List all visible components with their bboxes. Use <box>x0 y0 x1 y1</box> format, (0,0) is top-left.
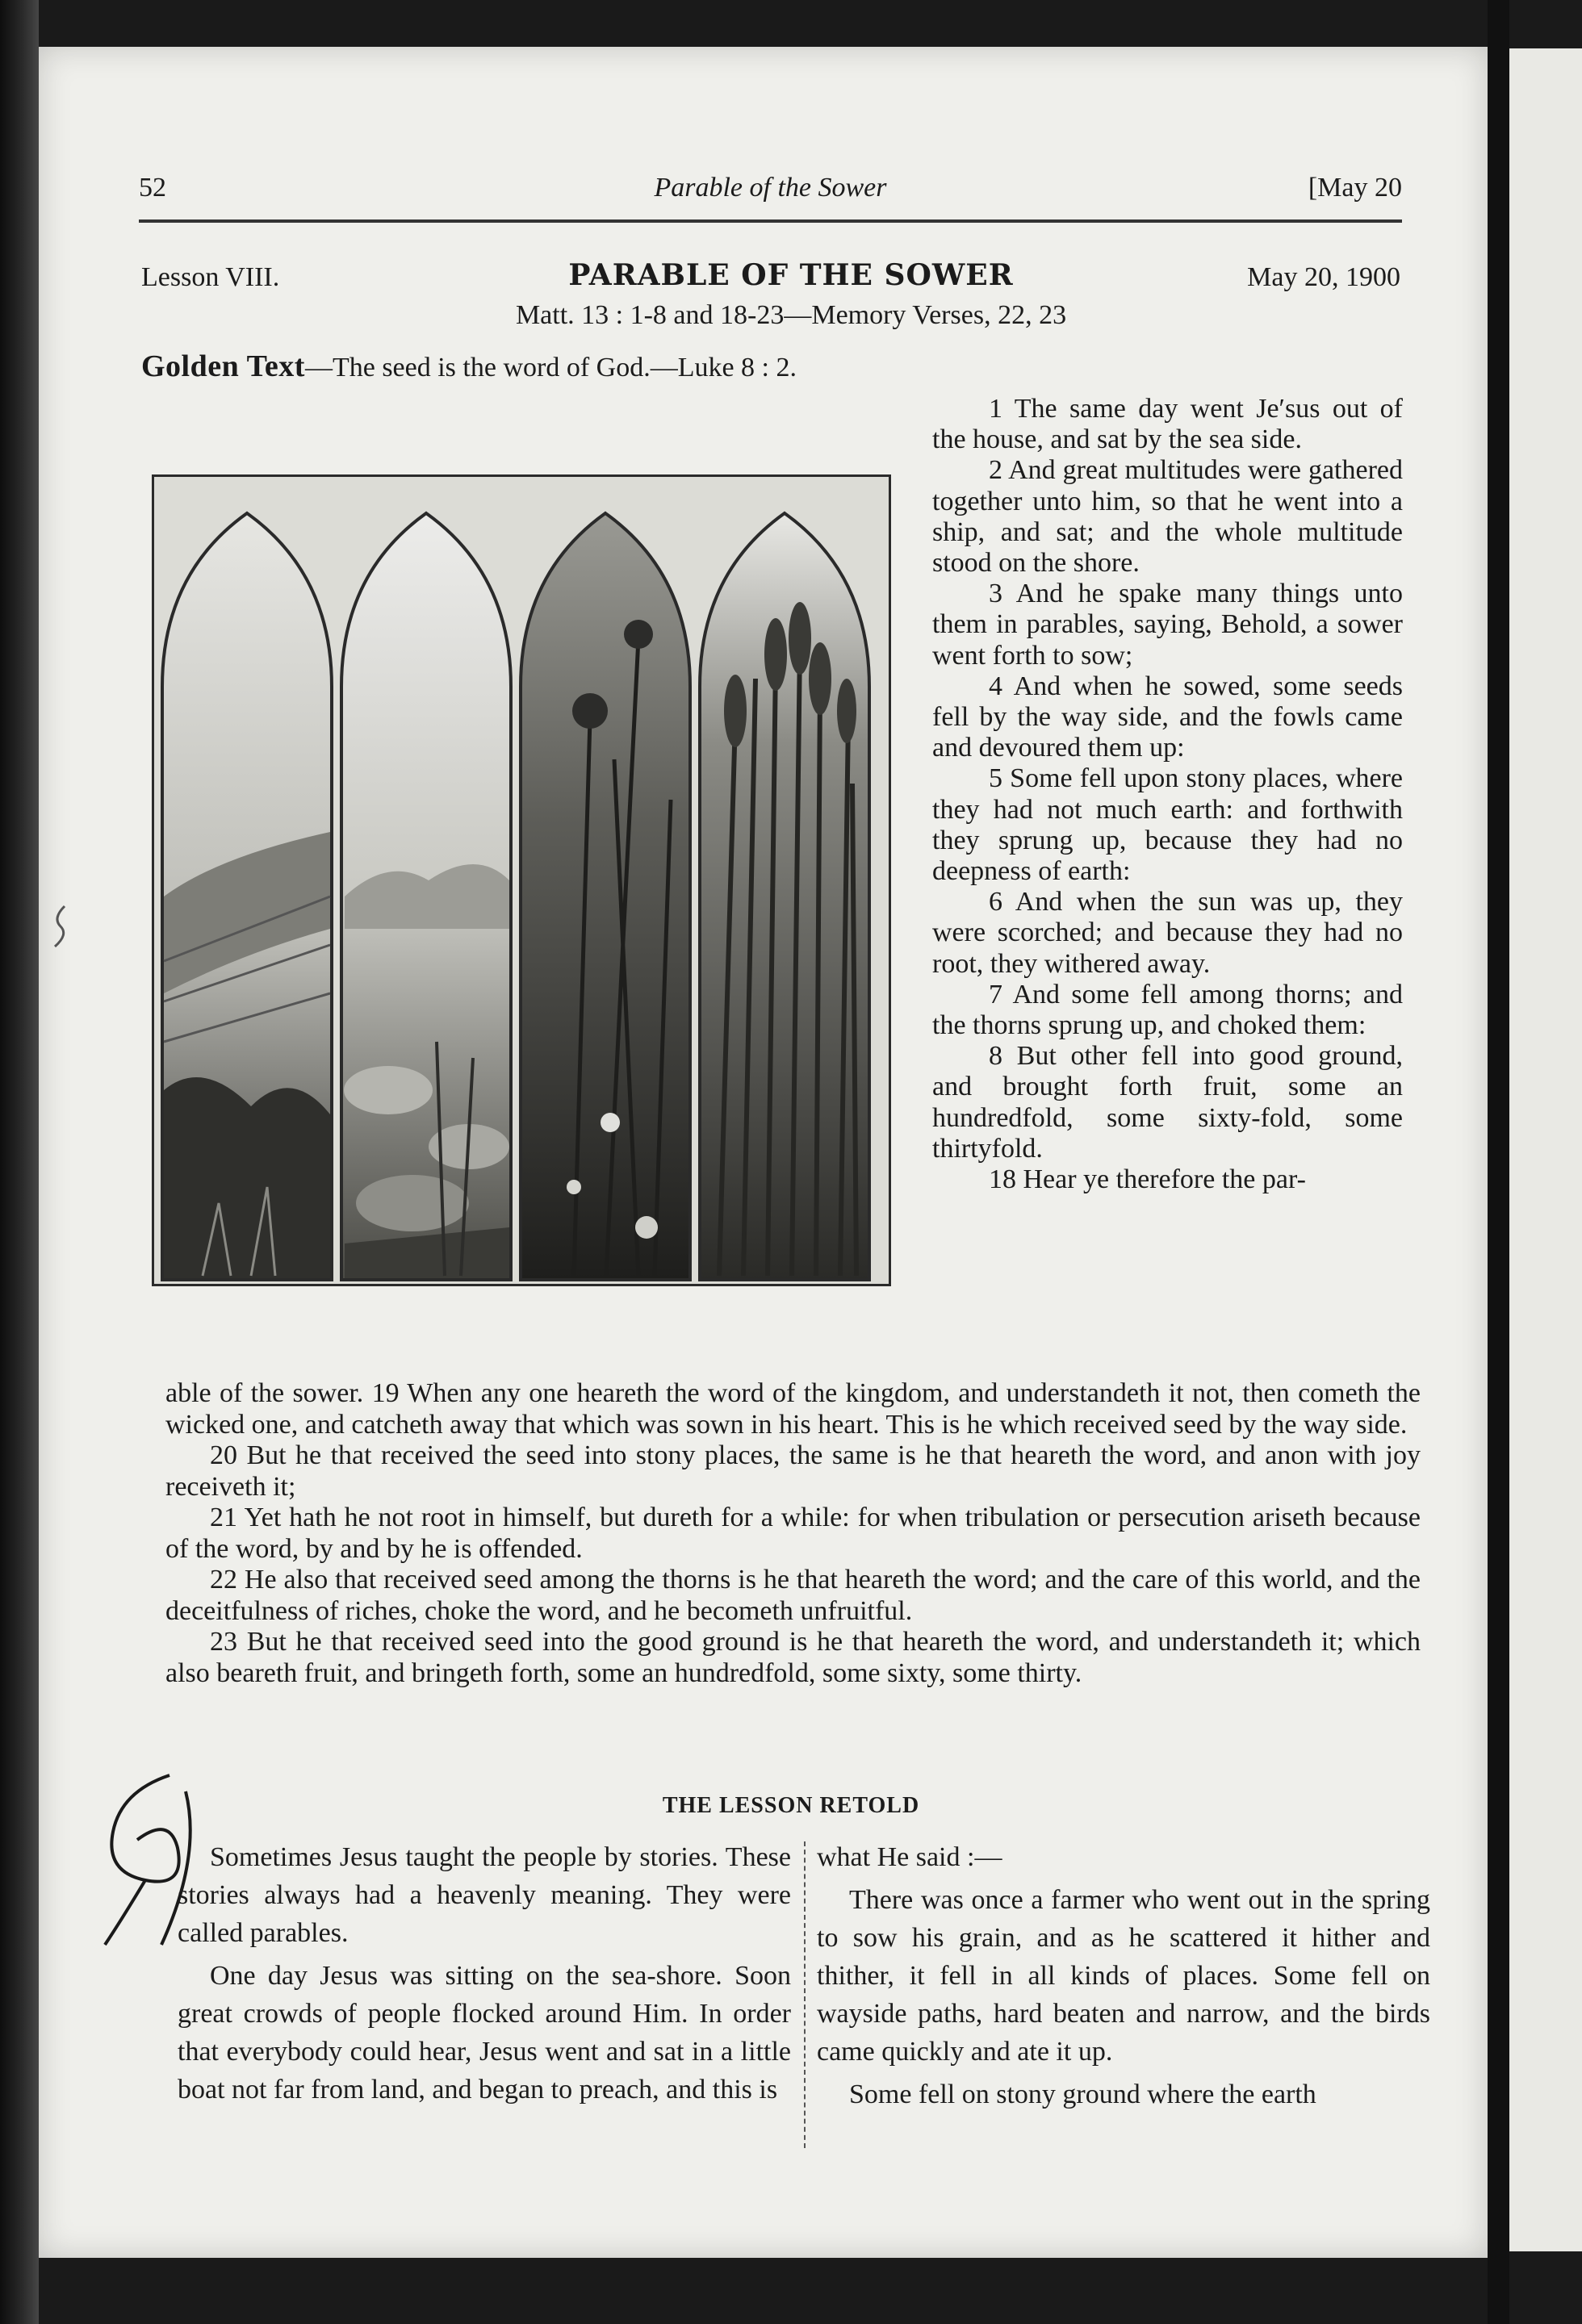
verse-23: 23 But he that received seed into the good ground is he that heareth the word, and understandeth it; which also beareth fruit, and bringeth forth, some an hundredfold, some sixty, some thirty. <box>165 1627 1421 1688</box>
golden-text <box>141 349 797 384</box>
lesson-title: PARABLE OF THE SOWER <box>568 258 1014 292</box>
facing-page-edge <box>1509 48 1582 2251</box>
panel-stony <box>341 513 511 1280</box>
verse-1: 1 The same day went Je′sus out of the house, and sat by the sea side. <box>932 394 1403 455</box>
verse-8: 8 But other fell into good ground, and brought forth fruit, some an hundredfold, some sixty-fold, some thirtyfold. <box>932 1041 1403 1164</box>
verse-19: able of the sower. 19 When any one heareth the word of the kingdom, and understandeth it not, then cometh the wicked one, and catcheth away that which was sown in his heart. This is he which received seed by the way side. <box>165 1378 1421 1440</box>
retold-paragraph: One day Jesus was sitting on the sea-shore. Soon great crowds of people flocked around Him. In order that everybody could hear, Jesus went and sat in a little boat not far from land, and began to preach, and this is <box>178 1961 791 2105</box>
verse-2: 2 And great multitudes were gathered together unto him, so that he went into a ship, and sat; and the whole multitude stood on the shore. <box>932 455 1403 579</box>
panel-good-ground <box>700 513 869 1280</box>
verse-5: 5 Some fell upon stony places, where they had not much earth: and forthwith they sprung up, because they had no deepness of earth: <box>932 763 1403 887</box>
scripture-reference: Matt. 13 : 1-8 and 18-23—Memory Verses, 22, 23 <box>515 300 1067 330</box>
retold-paragraph: Sometimes Jesus taught the people by stories. These stories always had a heavenly meaning. They were called parables. <box>178 1842 791 1948</box>
verse-3: 3 And he spake many things unto them in parables, saying, Behold, a sower went forth to sow; <box>932 579 1403 671</box>
golden-text-label: Golden Text <box>141 349 305 383</box>
handwritten-scrawl <box>89 1759 210 1957</box>
column-divider <box>804 1841 806 2148</box>
lesson-date: May 20, 1900 <box>1247 262 1400 292</box>
verse-18: 18 Hear ye therefore the par- <box>989 1164 1306 1195</box>
running-date: [May 20 <box>1308 173 1402 203</box>
verse-20: 20 But he that received the seed into stony places, the same is he that heareth the word, and anon with joy receiveth it; <box>165 1440 1421 1502</box>
parable-illustration <box>152 474 891 1286</box>
illustration-svg <box>154 477 889 1284</box>
retold-title: THE LESSON RETOLD <box>662 1793 920 1818</box>
running-title: Parable of the Sower <box>654 173 887 203</box>
verse-4: 4 And when he sowed, some seeds fell by the way side, and the fowls came and devoured them up: <box>932 671 1403 763</box>
golden-text-body: —The seed is the word of God.—Luke 8 : 2. <box>304 353 797 382</box>
verse-6: 6 And when the sun was up, they were scorched; and because they had no root, they withered away. <box>932 887 1403 979</box>
retold-paragraph: Some fell on stony ground where the earth <box>849 2079 1316 2109</box>
verse-7: 7 And some fell among thorns; and the thorns sprung up, and choked them: <box>932 979 1403 1041</box>
verse-21: 21 Yet hath he not root in himself, but dureth for a while: for when tribulation or persecution ariseth because of the word, by and by he is offended. <box>165 1503 1421 1564</box>
retold-paragraph: There was once a farmer who went out in the spring to sow his grain, and as he scattered it hither and thither, it fell in all kinds of places. Some fell on wayside paths, hard beaten and narrow, and the birds came quickly and ate it up. <box>817 1885 1430 2067</box>
retold-paragraph: what He said :— <box>817 1842 1002 1872</box>
verses-wide <box>165 1378 1421 1689</box>
lesson-number: Lesson VIII. <box>141 262 280 292</box>
page-number: 52 <box>139 173 166 203</box>
verse-22: 22 He also that received seed among the thorns is he that heareth the word; and the care of this world, and the deceitfulness of riches, choke the word, and he becometh unfruitful. <box>165 1565 1421 1626</box>
retold-right-column <box>817 1838 1430 2118</box>
panel-thorns <box>521 513 690 1280</box>
page-gutter <box>1488 0 1509 2324</box>
header-rule <box>139 219 1402 223</box>
verses-right-column <box>932 394 1403 1195</box>
panel-wayside <box>162 513 332 1280</box>
retold-left-column <box>178 1838 791 2113</box>
margin-mark <box>48 902 73 955</box>
running-head <box>139 169 1402 210</box>
book-binding-edge <box>0 0 39 2324</box>
